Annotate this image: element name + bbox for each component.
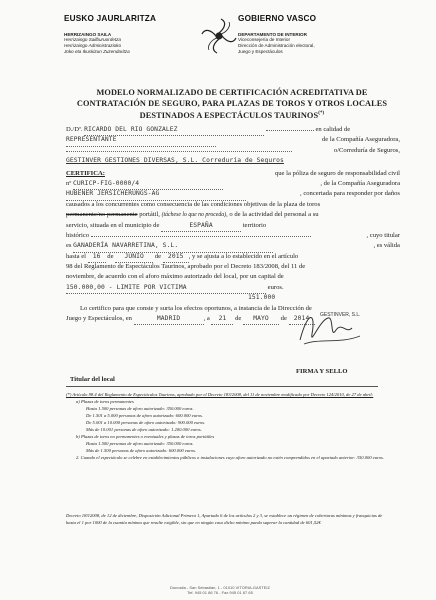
calidad-label: en calidad de xyxy=(315,126,351,133)
line-reglamento xyxy=(66,262,400,272)
es-label: es xyxy=(66,242,72,250)
org-name-spanish: GOBIERNO VASCO xyxy=(238,14,317,23)
decree-note: Decreto 183/2008, de 12 de diciembre, Disposición Adicional Primera 1, Apartado 6 de los artículos 2 y 3, se establece un régimen de coberturas mínimas y franquicias de hasta el 1 por 1000 de la cuantía mínima que resulte exigible, sin que en ningún caso dicho mínimo pueda superar la cantidad de 601,52€ xyxy=(66,513,383,525)
name-field: RICARDO DEL RIO GONZALEZ xyxy=(84,125,264,136)
historico-field xyxy=(91,236,311,237)
de-label-1: de xyxy=(107,252,114,260)
line-correduria xyxy=(66,146,400,156)
tachese-text: (táchese lo que no proceda) xyxy=(161,212,227,219)
footnote-a-item-4: Más de 10.001 personas de aforo autorizado: 1.200.000 euros. xyxy=(86,427,202,432)
footnote-a-item-3: De 5.001 a 10.000 personas de aforo autorizado: 900.000 euros. xyxy=(86,420,206,425)
ajusta-text: , y se ajusta a lo establecido en el artículo xyxy=(188,252,299,260)
dept-basque-line-1: Herrizaingo Sailburuordetza xyxy=(64,37,121,42)
footnote-a-item-1: Hasta 1.500 personas de aforo autorizado: 350.000 euros. xyxy=(86,406,194,411)
broker-field: GESTINVER GESTIONES DIVERSAS, S.L. Correduría de Seguros xyxy=(66,157,284,165)
title-footnote-marker: (*) xyxy=(318,111,325,116)
document-title xyxy=(62,88,402,121)
correduria-label: o/Correduría de Seguros, xyxy=(333,146,400,154)
certifica-label: CERTIFICA: xyxy=(66,169,105,177)
servicio-text: servicio, situada en el municipio de xyxy=(66,221,160,229)
sign-month-field: MAYO xyxy=(243,314,279,325)
footnote xyxy=(66,391,384,461)
dept-spanish-line-1: Viceconsejería de Interior xyxy=(238,37,291,42)
titular-field: GANADERÍA NAVARRETINA, S.L. xyxy=(73,241,273,252)
header-right xyxy=(238,14,398,55)
valid-day-field: 16 xyxy=(88,252,106,263)
address-line-1: Donostia - San Sebastián, 1 - 01010 VITORIA-GASTEIZ xyxy=(170,585,270,590)
certify-text: Lo certifico para que conste y surta los efectos oportunos, a instancia de la Dirección de xyxy=(80,304,312,312)
city-field: MADRID xyxy=(134,314,204,325)
valida-label: , es válida xyxy=(373,242,400,250)
hasta-label: hasta el xyxy=(66,252,86,260)
firma-sello-label: FIRMA Y SELLO xyxy=(296,368,348,375)
extra-amount: 151.000 xyxy=(248,294,276,302)
stamp-text: GESTINVER, S.L. xyxy=(320,312,361,318)
line-permanente xyxy=(66,210,400,220)
footnote-a-item-2: De 1.501 a 5.000 personas de aforo autorizado: 600.000 euros. xyxy=(86,413,203,418)
dept-basque-line-2: Herrizaingo Administrazioko xyxy=(64,43,122,48)
line-role xyxy=(66,135,400,145)
de-label-3: de xyxy=(235,315,242,323)
line-name xyxy=(66,125,400,135)
a-label: , a xyxy=(203,315,210,323)
certificate-body xyxy=(66,125,400,324)
titular-local-label: Titular del local xyxy=(70,376,115,383)
correduria-field xyxy=(66,151,292,152)
line-titular xyxy=(66,241,400,251)
title-text: MODELO NORMALIZADO DE CERTIFICACIÓN ACREDITATIVA DE CONTRATACIÓN DE SEGURO, PARA PLAZAS DE TOROS Y OTROS LOCALES DESTINADOS A ESPECTÁCULOS TAURINOS xyxy=(76,88,388,120)
footnote-b: b) Plazas de toros no permanentes o eventuales y plazas de toros portátiles xyxy=(76,434,215,439)
policy-no-label: nº xyxy=(66,179,72,187)
territorio-label: territorio xyxy=(242,221,267,229)
valid-year-field: 2015 xyxy=(163,252,189,263)
policy-field: CURICP-FIG-0000/4 xyxy=(73,179,223,190)
line-causados xyxy=(66,200,400,210)
name-field-rest xyxy=(266,130,314,131)
sign-year-field: 2014 xyxy=(289,314,315,325)
de-label-2: de xyxy=(154,252,162,260)
insurer-field: HUBENER JERSICHERUNGS-AG xyxy=(66,189,246,200)
line-hasta xyxy=(66,252,400,262)
valid-month-field: JUNIO xyxy=(115,252,153,263)
juego-text: Juego y Espectáculos, en xyxy=(66,315,132,323)
line-historico xyxy=(66,231,400,241)
permanente-struck: permanente/no permanente xyxy=(66,211,138,219)
footnote-two: 2. Cuando el espectáculo se celebre en establecimientos públicos o instalaciones cuyo aforo autorizado no estén comprendidos en el apartado anterior: 350.000 euros. xyxy=(76,455,384,460)
euros-label: euros. xyxy=(267,283,284,291)
reglamento-text: 98 del Reglamento de Espectáculos Taurinos, aprobado por el Decreto 183/2008, del 11 de xyxy=(66,263,306,271)
dept-spanish-line-2: Dirección de Administración electoral, xyxy=(238,43,315,48)
line-broker xyxy=(66,156,400,166)
line-policy xyxy=(66,179,400,189)
cuyo-label: , cuyo titular xyxy=(366,231,400,239)
compania-label: de la Compañía Aseguradora, xyxy=(321,136,400,144)
de-label-4: de xyxy=(280,315,287,323)
sign-day-field: 21 xyxy=(211,314,233,325)
address-line-2: Tef. 945 01 86 76 - Fax 945 01 87 65 xyxy=(187,590,253,595)
compania2-label: , de la Compañía Aseguradora xyxy=(320,179,400,187)
dept-basque-line-3: Joko eta Ikuskizun Zuzendaritza xyxy=(64,49,130,54)
separator-line xyxy=(66,386,378,387)
concertada-label: , concertada para responder por daños xyxy=(300,190,400,198)
line-insurer xyxy=(66,189,400,199)
line-certifica xyxy=(66,169,400,179)
line-servicio xyxy=(66,221,400,231)
footnote-b-item-2: Más de 1.500 personas de aforo autorizado: 600.000 euros. xyxy=(86,448,197,453)
capital-field: 150.000,00 - LIMITE POR VICTIMA xyxy=(66,283,266,294)
portatil-text: portátil, xyxy=(139,211,160,219)
historico-label: histórico xyxy=(66,231,90,239)
line-noviembre xyxy=(66,272,400,282)
dept-spanish-line-3: Juego y Espectáculos xyxy=(238,49,283,54)
causados-text: causados a los concurrentes como consecuencia de las condiciones objetivas de la plaza de toros xyxy=(66,200,321,208)
actividad-text: , o de la actividad del personal a su xyxy=(226,211,319,219)
municipio-field: ESPAÑA xyxy=(161,221,241,232)
basque-government-emblem-icon xyxy=(198,16,240,56)
signature-stamp xyxy=(290,300,380,360)
dept-basque: HERRIZAINGO SAILA xyxy=(64,32,112,37)
footer-address xyxy=(130,585,310,595)
footnote-b-item-1: Hasta 1.500 personas de aforo autorizado: 350.000 euros. xyxy=(86,441,194,446)
noviembre-text: noviembre, de acuerdo con el aforo máximo autorizado del local, por un capital de xyxy=(66,273,284,281)
footnote-intro: (*) Artículo 98.4 del Reglamento de Espectáculos Taurinos, aprobado por el Decreto 183/2008, del 11 de noviembre modificado por Decreto 124/2010, de 27 de abril: xyxy=(66,392,374,397)
org-name-basque: EUSKO JAURLARITZA xyxy=(64,14,157,23)
que-text: que la póliza de seguro de responsabilidad civil xyxy=(274,169,400,177)
line-capital xyxy=(66,283,400,293)
dd-label: D./Dª. xyxy=(66,126,83,133)
footnote-a: a) Plazas de toros permanentes xyxy=(76,399,134,404)
role-field: REPRESENTANTE xyxy=(66,135,216,146)
dept-spanish: DEPARTAMENTO DE INTERIOR xyxy=(238,32,307,37)
